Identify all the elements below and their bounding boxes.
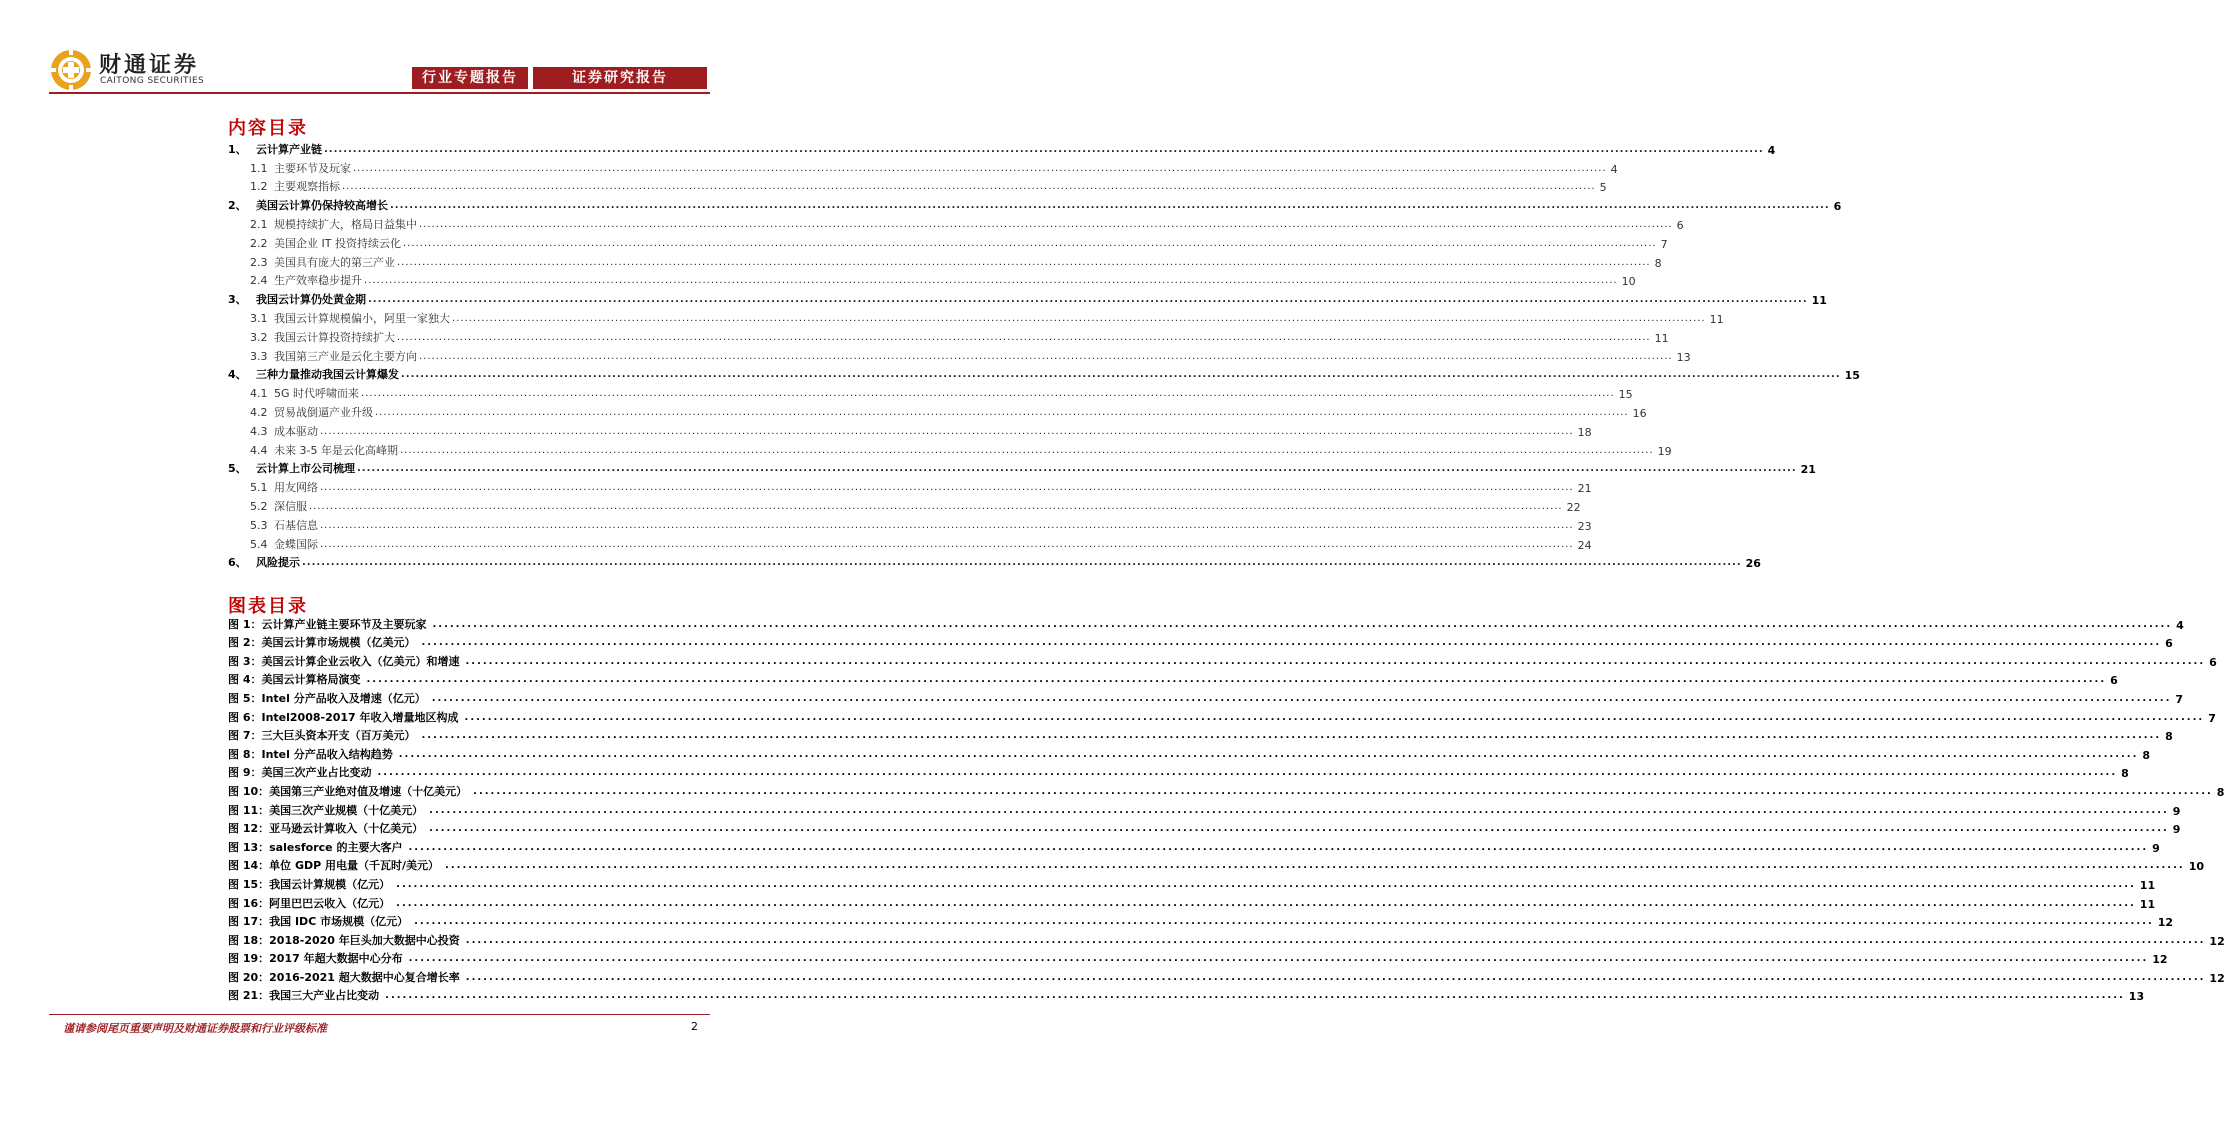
toc-entry[interactable] [228, 439, 1672, 458]
figure-entry[interactable] [228, 966, 2225, 985]
toc-entry[interactable] [228, 552, 1761, 571]
figure-entry-text: 图 2：美国云计算市场规模（亿美元） [228, 636, 416, 650]
leader-dots: ............................................................................................................................................................................................................................................................................................................ [342, 181, 1596, 193]
figure-entry[interactable] [228, 799, 2181, 818]
toc-entry[interactable] [228, 476, 1592, 496]
leader-dots: ............................................................................................................................................................................................................................................................................................................ [464, 711, 2205, 723]
toc-entry-text: 美国具有庞大的第三产业 [274, 255, 395, 269]
toc-entry-text: 生产效率稳步提升 [274, 274, 362, 288]
toc-entry-number: 3、 [228, 293, 247, 307]
toc-entry-page: 6 [1833, 200, 1842, 214]
figure-entry-text: 图 21：我国三大产业占比变动 [228, 989, 380, 1003]
leader-dots: ............................................................................................................................................................................................................................................................................................................ [419, 218, 1673, 230]
figure-entry[interactable] [228, 725, 2173, 744]
figure-entry-page: 8 [2165, 730, 2173, 744]
figure-entry-page: 12 [2209, 934, 2225, 948]
toc-entry-page: 11 [1654, 331, 1669, 345]
toc-entry-page: 11 [1811, 294, 1827, 308]
toc-entry-number: 1、 [228, 142, 247, 156]
toc-entry-number: 2.1 [250, 217, 268, 231]
footer-divider [49, 1014, 710, 1015]
toc-entry-label [250, 479, 320, 495]
leader-dots: ............................................................................................................................................................................................................................................................................................................ [390, 200, 1830, 212]
figure-entry[interactable] [228, 818, 2181, 837]
toc-entry[interactable] [228, 364, 1860, 383]
figure-entry-page: 9 [2152, 841, 2160, 855]
figure-entry-text: 图 12：亚马逊云计算收入（十亿美元） [228, 822, 424, 836]
leader-dots: ............................................................................................................................................................................................................................................................................................................ [324, 143, 1764, 155]
leader-dots: ............................................................................................................................................................................................................................................................................................................ [473, 785, 2213, 797]
header-tags [412, 67, 707, 89]
figure-entry[interactable] [228, 985, 2145, 1004]
toc-entry-number: 2、 [228, 199, 247, 213]
toc-entry-page: 11 [1709, 312, 1724, 326]
figure-entry[interactable] [228, 836, 2160, 855]
figure-entry-text: 图 15：我国云计算规模（亿元） [228, 877, 391, 891]
industry-report-tag: 行业专题报告 [412, 67, 528, 89]
toc-entry-text: 我国云计算投资持续扩大 [274, 330, 395, 344]
page-number: 2 [691, 1020, 698, 1033]
toc-entry-label [250, 423, 320, 439]
figure-entry-page: 6 [2209, 655, 2217, 669]
toc-entry-text: 云计算产业链 [256, 142, 322, 156]
figure-entry[interactable] [228, 650, 2217, 669]
toc-entry-text: 规模持续扩大，格局日益集中 [274, 217, 417, 231]
toc-entry-page: 4 [1767, 143, 1776, 157]
toc-entry-number: 4.1 [250, 387, 268, 401]
toc-entry-page: 4 [1610, 162, 1618, 176]
toc-entry[interactable] [228, 251, 1662, 270]
leader-dots: ............................................................................................................................................................................................................................................................................................................ [431, 692, 2172, 704]
toc-entry-label [250, 348, 419, 364]
logo-chinese-name: 财通证券 [99, 53, 200, 78]
toc-entry[interactable] [228, 232, 1668, 251]
figure-entry-page: 11 [2139, 897, 2156, 911]
toc-entry-label [250, 216, 419, 232]
company-logo [49, 48, 219, 94]
leader-dots: ............................................................................................................................................................................................................................................................................................................ [320, 482, 1574, 494]
leader-dots: ............................................................................................................................................................................................................................................................................................................ [402, 237, 1657, 249]
toc-entry-text: 主要观察指标 [274, 180, 340, 194]
leader-dots: ............................................................................................................................................................................................................................................................................................................ [421, 637, 2162, 649]
figure-entry[interactable] [228, 855, 2205, 874]
caitong-logo-icon [49, 48, 93, 92]
leader-dots: ............................................................................................................................................................................................................................................................................................................ [375, 406, 1629, 418]
figure-entry-text: 图 20：2016-2021 超大数据中心复合增长率 [228, 970, 460, 984]
toc-entry[interactable] [228, 401, 1647, 420]
leader-dots: ............................................................................................................................................................................................................................................................................................................ [357, 463, 1797, 475]
figure-entry[interactable] [228, 687, 2184, 706]
toc-entry-label [250, 517, 320, 533]
figure-entry[interactable] [228, 780, 2225, 799]
toc-entry-label [228, 366, 401, 382]
toc-entry-text: 未来 3-5 年是云化高峰期 [274, 443, 398, 457]
toc-entry-text: 云计算上市公司梳理 [256, 462, 355, 476]
leader-dots: ............................................................................................................................................................................................................................................................................................................ [302, 557, 1742, 569]
toc-entry-number: 5.4 [250, 537, 268, 551]
figure-entry[interactable] [228, 613, 2184, 632]
leader-dots: ............................................................................................................................................................................................................................................................................................................ [320, 519, 1574, 531]
toc-entry[interactable] [228, 176, 1607, 195]
figures-title: 图表目录 [228, 596, 308, 617]
leader-dots: ............................................................................................................................................................................................................................................................................................................ [364, 275, 1618, 287]
toc-entry-page: 10 [1621, 275, 1636, 289]
toc-entry[interactable] [228, 326, 1669, 345]
toc-entry-label [250, 178, 342, 194]
toc-entry-number: 4.2 [250, 405, 268, 419]
leader-dots: ............................................................................................................................................................................................................................................................................................................ [419, 350, 1673, 362]
toc-entry[interactable] [228, 213, 1684, 232]
leader-dots: ............................................................................................................................................................................................................................................................................................................ [399, 444, 1654, 456]
figure-entry-text: 图 17：我国 IDC 市场规模（亿元） [228, 915, 409, 929]
toc-entry-number: 3.3 [250, 349, 268, 363]
figure-entry-text: 图 6：Intel2008-2017 年收入增量地区构成 [228, 710, 459, 724]
toc-entry-label [250, 498, 309, 514]
toc-entry-number: 3.2 [250, 330, 268, 344]
toc-entry-number: 5.2 [250, 499, 268, 513]
leader-dots: ............................................................................................................................................................................................................................................................................................................ [465, 971, 2206, 983]
figure-entry-page: 6 [2165, 637, 2173, 651]
toc-entry-page: 5 [1599, 181, 1607, 195]
leader-dots: ............................................................................................................................................................................................................................................................................................................ [408, 841, 2149, 853]
leader-dots: ............................................................................................................................................................................................................................................................................................................ [429, 804, 2169, 816]
leader-dots: ............................................................................................................................................................................................................................................................................................................ [452, 312, 1706, 324]
toc-title: 内容目录 [228, 118, 308, 139]
toc-entry-page: 15 [1618, 388, 1633, 402]
toc-entry[interactable] [228, 270, 1636, 289]
figure-entry-text: 图 9：美国三次产业占比变动 [228, 766, 372, 780]
toc-entry-page: 16 [1632, 406, 1647, 420]
toc-entry-label [250, 329, 397, 345]
leader-dots: ............................................................................................................................................................................................................................................................................................................ [377, 767, 2118, 779]
figure-entry-page: 13 [2128, 990, 2145, 1004]
toc-entry-page: 15 [1844, 369, 1860, 383]
toc-entry[interactable] [228, 533, 1592, 552]
figure-entry-page: 11 [2139, 878, 2156, 892]
toc-entry-text: 风险提示 [256, 556, 300, 570]
figure-entry-text: 图 4：美国云计算格局演变 [228, 673, 361, 687]
toc-entry-label [228, 141, 324, 157]
toc-entry-page: 24 [1577, 538, 1592, 552]
toc-entry[interactable] [228, 458, 1816, 477]
research-report-tag: 证券研究报告 [533, 67, 707, 89]
leader-dots: ............................................................................................................................................................................................................................................................................................................ [397, 256, 1651, 268]
leader-dots: ............................................................................................................................................................................................................................................................................................................ [396, 878, 2136, 890]
toc-entry-page: 23 [1577, 519, 1592, 533]
toc-entry-text: 美国企业 IT 投资持续云化 [274, 236, 401, 250]
toc-list [228, 138, 1860, 571]
toc-entry[interactable] [228, 382, 1633, 402]
toc-entry-text: 我国云计算规模偏小，阿里一家独大 [274, 311, 450, 325]
leader-dots: ............................................................................................................................................................................................................................................................................................................ [368, 294, 1808, 306]
figure-entry[interactable] [228, 669, 2118, 688]
figure-entry-text: 图 14：单位 GDP 用电量（千瓦时/美元） [228, 859, 440, 873]
toc-entry-page: 6 [1676, 218, 1684, 232]
toc-entry-number: 4.4 [250, 443, 268, 457]
toc-entry-label [250, 160, 353, 176]
toc-entry[interactable] [228, 157, 1618, 176]
figure-entry-text: 图 1：云计算产业链主要环节及主要玩家 [228, 617, 427, 631]
toc-entry-text: 美国云计算仍保持较高增长 [256, 199, 388, 213]
toc-entry-page: 18 [1577, 425, 1592, 439]
toc-entry-number: 5.1 [250, 481, 268, 495]
toc-entry-page: 21 [1800, 463, 1816, 477]
figure-entry[interactable] [228, 929, 2225, 948]
figure-entry-page: 9 [2172, 823, 2181, 837]
figure-entry-text: 图 18：2018-2020 年巨头加大数据中心投资 [228, 933, 460, 947]
toc-entry-label [250, 442, 400, 458]
toc-entry-text: 石基信息 [274, 518, 318, 532]
toc-entry-page: 8 [1654, 256, 1662, 270]
toc-entry[interactable] [228, 495, 1581, 514]
toc-entry-label [250, 536, 320, 552]
toc-entry[interactable] [228, 514, 1592, 533]
figure-entry-page: 12 [2157, 916, 2174, 930]
figure-entry-text: 图 3：美国云计算企业云收入（亿美元）和增速 [228, 654, 460, 668]
toc-entry-text: 用友网络 [274, 481, 318, 495]
toc-entry-page: 21 [1577, 482, 1592, 496]
toc-entry-label [250, 254, 397, 270]
figure-entry-page: 8 [2142, 748, 2151, 762]
toc-entry-number: 4.3 [250, 424, 268, 438]
figure-entry-page: 10 [2188, 860, 2205, 874]
figure-entry-text: 图 7：三大巨头资本开支（百万美元） [228, 729, 416, 743]
leader-dots: ............................................................................................................................................................................................................................................................................................................ [465, 934, 2206, 946]
figure-entry[interactable] [228, 892, 2156, 911]
toc-entry-number: 1.2 [250, 180, 268, 194]
figure-entry-page: 9 [2172, 804, 2181, 818]
toc-entry-page: 7 [1660, 237, 1668, 251]
figure-entry-page: 7 [2175, 692, 2184, 706]
figure-entry[interactable] [228, 911, 2174, 930]
toc-entry-page: 26 [1745, 557, 1761, 571]
toc-entry-label [228, 554, 302, 570]
figure-entry[interactable] [228, 873, 2156, 892]
leader-dots: ............................................................................................................................................................................................................................................................................................................ [421, 730, 2162, 742]
figure-entry-text: 图 8：Intel 分产品收入结构趋势 [228, 747, 393, 761]
leader-dots: ............................................................................................................................................................................................................................................................................................................ [432, 618, 2173, 630]
toc-entry-text: 我国第三产业是云化主要方向 [274, 349, 417, 363]
figure-entry[interactable] [228, 632, 2173, 651]
leader-dots: ............................................................................................................................................................................................................................................................................................................ [429, 823, 2169, 835]
leader-dots: ............................................................................................................................................................................................................................................................................................................ [309, 500, 1563, 512]
figure-entry-text: 图 19：2017 年超大数据中心分布 [228, 952, 403, 966]
toc-entry-label [250, 310, 452, 326]
leader-dots: ............................................................................................................................................................................................................................................................................................................ [445, 860, 2185, 872]
leader-dots: ............................................................................................................................................................................................................................................................................................................ [401, 369, 1841, 381]
toc-entry-label [250, 272, 364, 288]
figure-entry[interactable] [228, 948, 2168, 967]
leader-dots: ............................................................................................................................................................................................................................................................................................................ [396, 897, 2136, 909]
leader-dots: ............................................................................................................................................................................................................................................................................................................ [366, 674, 2107, 686]
toc-entry-label [250, 404, 375, 420]
leader-dots: ............................................................................................................................................................................................................................................................................................................ [414, 916, 2154, 928]
leader-dots: ............................................................................................................................................................................................................................................................................................................ [397, 331, 1651, 343]
toc-entry-number: 1.1 [250, 161, 268, 175]
figure-entry-text: 图 10：美国第三产业绝对值及增速（十亿美元） [228, 784, 468, 798]
figure-entry-page: 4 [2176, 618, 2184, 632]
toc-entry-number: 3.1 [250, 311, 268, 325]
toc-entry-text: 我国云计算仍处黄金期 [256, 293, 366, 307]
figure-entry-page: 12 [2152, 953, 2168, 967]
figure-entry-page: 12 [2209, 971, 2225, 985]
leader-dots: ............................................................................................................................................................................................................................................................................................................ [320, 538, 1574, 550]
toc-entry-text: 三种力量推动我国云计算爆发 [256, 368, 399, 382]
toc-entry-text: 主要环节及玩家 [274, 161, 351, 175]
toc-entry-page: 19 [1657, 444, 1672, 458]
toc-entry[interactable] [228, 307, 1724, 326]
toc-entry-number: 4、 [228, 368, 247, 382]
toc-entry-page: 13 [1676, 350, 1691, 364]
toc-entry-text: 深信服 [274, 499, 307, 513]
logo-english-name: CAITONG SECURITIES [100, 76, 205, 86]
leader-dots: ............................................................................................................................................................................................................................................................................................................ [385, 990, 2125, 1002]
toc-entry-label [228, 197, 390, 213]
figure-entry-page: 6 [2110, 674, 2118, 688]
header-divider [49, 92, 710, 94]
toc-entry-label [250, 235, 403, 251]
figure-entry[interactable] [228, 762, 2129, 781]
toc-entry-label [250, 385, 361, 401]
leader-dots: ............................................................................................................................................................................................................................................................................................................ [398, 748, 2139, 760]
toc-entry-label [228, 460, 357, 476]
toc-entry-number: 2.4 [250, 274, 268, 288]
figure-entry-page: 8 [2216, 785, 2225, 799]
figure-entry-text: 图 13：salesforce 的主要大客户 [228, 840, 403, 854]
toc-entry[interactable] [228, 420, 1592, 439]
toc-entry-page: 22 [1566, 500, 1581, 514]
toc-entry[interactable] [228, 288, 1827, 308]
leader-dots: ............................................................................................................................................................................................................................................................................................................ [408, 953, 2149, 965]
toc-entry-number: 2.3 [250, 255, 268, 269]
leader-dots: ............................................................................................................................................................................................................................................................................................................ [361, 388, 1615, 400]
toc-entry-number: 5.3 [250, 518, 268, 532]
toc-entry[interactable] [228, 138, 1776, 157]
toc-entry-text: 贸易战倒逼产业升级 [274, 405, 373, 419]
toc-entry-text: 金蝶国际 [274, 537, 318, 551]
figure-entry-page: 7 [2208, 711, 2216, 725]
figures-list [228, 613, 2225, 1004]
figure-entry[interactable] [228, 706, 2216, 725]
toc-entry-number: 6、 [228, 556, 247, 570]
leader-dots: ............................................................................................................................................................................................................................................................................................................ [465, 655, 2206, 667]
figure-entry-page: 8 [2121, 767, 2129, 781]
toc-entry-number: 5、 [228, 462, 247, 476]
figure-entry[interactable] [228, 743, 2151, 762]
figure-entry-text: 图 16：阿里巴巴云收入（亿元） [228, 896, 391, 910]
toc-entry-label [228, 291, 368, 307]
figure-entry-text: 图 5：Intel 分产品收入及增速（亿元） [228, 691, 426, 705]
toc-entry-number: 2.2 [250, 236, 268, 250]
leader-dots: ............................................................................................................................................................................................................................................................................................................ [353, 162, 1607, 174]
leader-dots: ............................................................................................................................................................................................................................................................................................................ [320, 425, 1574, 437]
toc-entry-text: 5G 时代呼啸而来 [274, 387, 360, 401]
toc-entry[interactable] [228, 194, 1842, 214]
toc-entry[interactable] [228, 345, 1691, 364]
footer-disclaimer: 谨请参阅尾页重要声明及财通证券股票和行业评级标准 [63, 1022, 327, 1035]
toc-entry-text: 成本驱动 [274, 424, 318, 438]
figure-entry-text: 图 11：美国三次产业规模（十亿美元） [228, 803, 424, 817]
